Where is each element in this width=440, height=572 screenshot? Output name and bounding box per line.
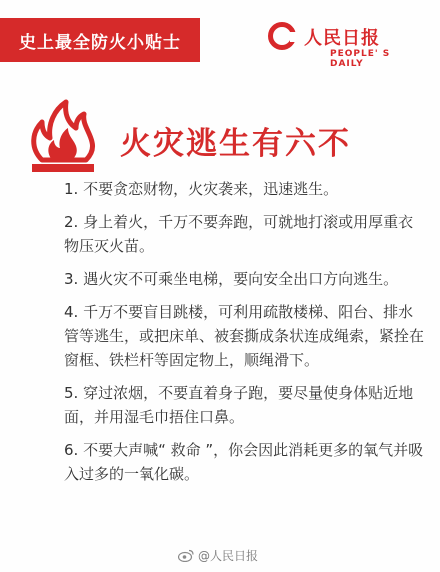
tips-list [64,177,424,495]
people-daily-logo-icon [268,22,296,50]
watermark-text: @人民日报 [198,549,259,563]
tip-item: 5. 穿过浓烟，不要直着身子跑，要尽量使身体贴近地面，并用湿毛巾捂住口鼻。 [64,384,414,426]
tip-item: 6. 不要大声喊“ 救命 ”，你会因此消耗更多的氧气并吸入过多的一氧化碳。 [64,441,424,483]
tip-item: 2. 身上着火，千万不要奔跑，可就地打滚或用厚重衣物压灭火苗。 [64,213,414,255]
tip-item: 3. 遇火灾不可乘坐电梯，要向安全出口方向逃生。 [64,270,399,288]
logo-name: 人民日报 [304,28,380,49]
fire-hazard-icon [20,94,106,180]
logo-subtitle: PEOPLE' S DAILY [330,49,391,69]
banner-label: 史上最全防火小贴士 [19,32,181,53]
tip-item: 1. 不要贪恋财物，火灾袭来，迅速逃生。 [64,180,339,198]
tip-item: 4. 千万不要盲目跳楼，可利用疏散楼梯、阳台、排水管等逃生，或把床单、被套撕成条状连成绳索，紧拴在窗框、铁栏杆等固定物上，顺绳滑下。 [64,303,425,369]
people-daily-logo [268,20,418,69]
header-banner [0,18,200,62]
weibo-icon [178,549,194,562]
weibo-watermark [178,547,258,564]
page-title: 火灾逃生有六不 [120,126,351,162]
